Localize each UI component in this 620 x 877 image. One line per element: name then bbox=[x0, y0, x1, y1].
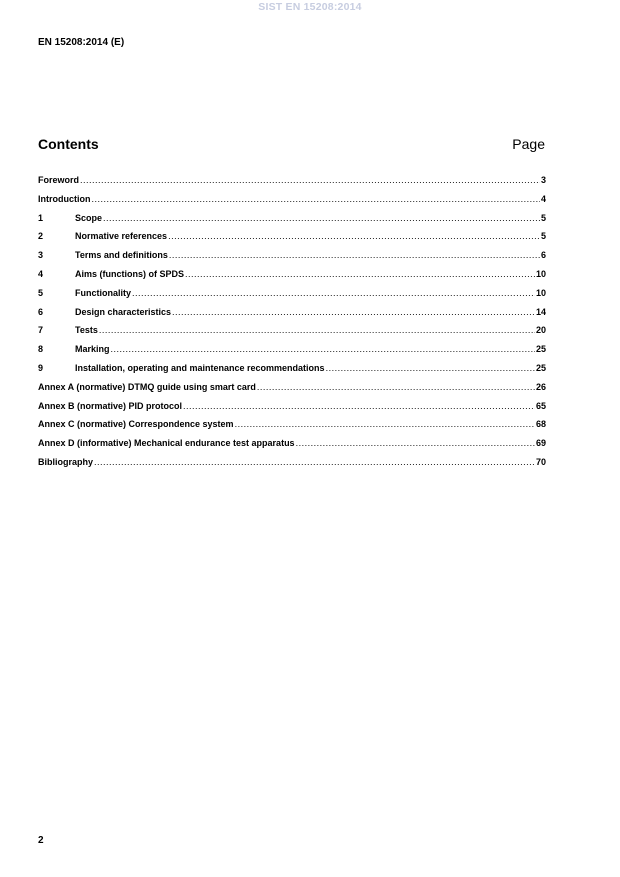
toc-entry-installation[interactable] bbox=[38, 362, 546, 381]
toc-entry-annex-b[interactable] bbox=[38, 400, 546, 419]
toc-entry-annex-c[interactable] bbox=[38, 418, 546, 437]
toc-entry-page: 68 bbox=[535, 419, 546, 430]
toc-entry-title: Foreword bbox=[38, 175, 80, 185]
toc-entry-title: Annex B (normative) PID protocol bbox=[38, 400, 183, 411]
toc-entry-number: 8 bbox=[38, 344, 44, 355]
toc-dot-leader bbox=[111, 343, 535, 356]
toc-entry-number: 6 bbox=[38, 306, 44, 317]
toc-entry-foreword[interactable] bbox=[38, 174, 546, 193]
toc-entry-number: 1 bbox=[38, 212, 44, 223]
toc-entry-page: 3 bbox=[540, 175, 546, 185]
toc-dot-leader bbox=[185, 268, 535, 281]
toc-entry-number: 7 bbox=[38, 325, 44, 336]
toc-dot-leader bbox=[168, 230, 540, 243]
toc-entry-annex-d[interactable] bbox=[38, 437, 546, 456]
toc-entry-title: Terms and definitions bbox=[75, 250, 168, 261]
toc-entry-title: Bibliography bbox=[38, 456, 94, 467]
toc-entry-aims[interactable] bbox=[38, 268, 546, 287]
toc-entry-title: Installation, operating and maintenance recommendations bbox=[75, 362, 325, 373]
toc-entry-page: 26 bbox=[535, 381, 546, 392]
toc-entry-functionality[interactable] bbox=[38, 287, 546, 306]
toc-entry-title: Tests bbox=[75, 325, 98, 336]
toc-dot-leader bbox=[183, 400, 535, 413]
toc-entry-page: 5 bbox=[540, 212, 546, 223]
toc-entry-page: 10 bbox=[535, 268, 546, 279]
toc-entry-page: 25 bbox=[535, 362, 546, 373]
toc-entry-annex-a[interactable] bbox=[38, 381, 546, 400]
toc-entry-title: Annex C (normative) Correspondence system bbox=[38, 419, 234, 430]
toc-entry-page: 25 bbox=[535, 344, 546, 355]
toc-dot-leader bbox=[92, 193, 540, 206]
toc-entry-introduction[interactable] bbox=[38, 193, 546, 212]
toc-dot-leader bbox=[169, 249, 540, 262]
watermark: SIST EN 15208:2014 bbox=[258, 1, 362, 13]
toc-entry-scope[interactable] bbox=[38, 212, 546, 231]
page-column-label: Page bbox=[512, 136, 545, 152]
toc-entry-page: 5 bbox=[540, 231, 546, 242]
toc-entry-title: Annex A (normative) DTMQ guide using smart card bbox=[38, 381, 256, 392]
toc-entry-terms-and-definitions[interactable] bbox=[38, 249, 546, 268]
toc-entry-page: 70 bbox=[535, 456, 546, 467]
contents-header bbox=[38, 135, 545, 153]
toc-entry-title: Functionality bbox=[75, 287, 131, 298]
toc-entry-page: 20 bbox=[535, 325, 546, 336]
toc-entry-page: 65 bbox=[535, 400, 546, 411]
contents-title: Contents bbox=[38, 136, 99, 152]
toc-dot-leader bbox=[80, 174, 540, 187]
toc-entry-number: 4 bbox=[38, 268, 44, 279]
toc-entry-page: 14 bbox=[535, 306, 546, 317]
toc-entry-design-characteristics[interactable] bbox=[38, 306, 546, 325]
toc-dot-leader bbox=[172, 306, 535, 319]
toc-entry-title: Design characteristics bbox=[75, 306, 172, 317]
toc-entry-bibliography[interactable] bbox=[38, 456, 546, 475]
toc-entry-title: Introduction bbox=[38, 193, 91, 204]
toc-dot-leader bbox=[94, 456, 535, 469]
toc-entry-title: Scope bbox=[75, 212, 103, 223]
document-identifier: EN 15208:2014 (E) bbox=[38, 37, 125, 48]
toc-dot-leader bbox=[326, 362, 535, 375]
toc-entry-title: Normative references bbox=[75, 231, 168, 242]
toc-entry-title: Aims (functions) of SPDS bbox=[75, 268, 185, 279]
toc-entry-marking[interactable] bbox=[38, 343, 546, 362]
toc-entry-normative-references[interactable] bbox=[38, 230, 546, 249]
toc-entry-number: 5 bbox=[38, 287, 44, 298]
toc-entry-number: 9 bbox=[38, 362, 44, 373]
toc-dot-leader bbox=[103, 212, 540, 225]
toc-dot-leader bbox=[132, 287, 535, 300]
toc-entry-page: 6 bbox=[540, 250, 546, 261]
toc-dot-leader bbox=[99, 324, 535, 337]
table-of-contents bbox=[38, 174, 546, 475]
toc-dot-leader bbox=[296, 437, 535, 450]
toc-entry-page: 10 bbox=[535, 287, 546, 298]
toc-dot-leader bbox=[257, 381, 535, 394]
toc-entry-title: Annex D (informative) Mechanical endurance test apparatus bbox=[38, 438, 295, 449]
toc-entry-tests[interactable] bbox=[38, 324, 546, 343]
toc-entry-page: 69 bbox=[535, 438, 546, 449]
toc-dot-leader bbox=[235, 418, 535, 431]
page-number: 2 bbox=[38, 835, 44, 846]
toc-entry-number: 3 bbox=[38, 250, 44, 261]
toc-entry-number: 2 bbox=[38, 231, 44, 242]
toc-entry-page: 4 bbox=[540, 193, 546, 204]
toc-entry-title: Marking bbox=[75, 344, 110, 355]
